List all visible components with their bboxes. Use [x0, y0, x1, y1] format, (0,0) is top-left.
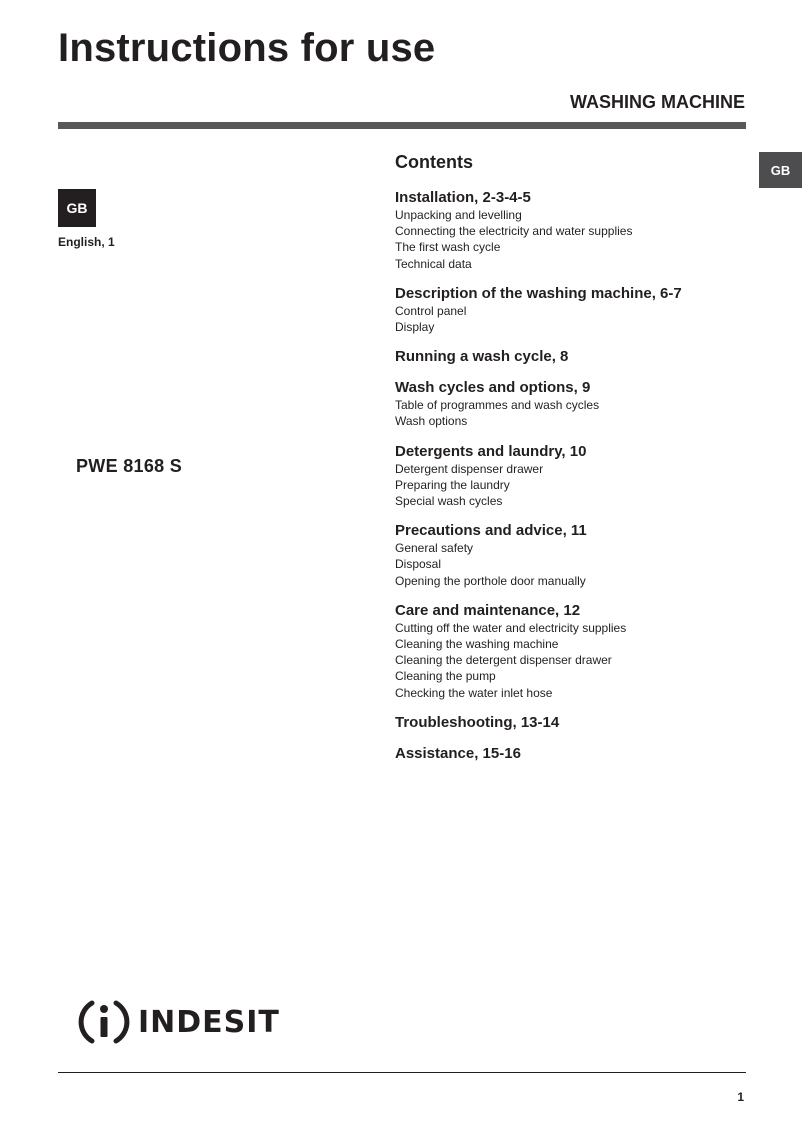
- page-number: 1: [737, 1090, 744, 1104]
- section-item: Unpacking and levelling: [395, 208, 522, 222]
- contents-section: [395, 379, 745, 429]
- section-item: Display: [395, 320, 435, 335]
- section-item: Cutting off the water and electricity supplies: [395, 620, 627, 635]
- brand-logo: [78, 997, 280, 1047]
- section-title: Detergents and laundry, 10: [395, 442, 587, 460]
- section-item: General safety: [395, 541, 474, 556]
- section-title: Wash cycles and options, 9: [395, 379, 591, 397]
- section-item: Technical data: [395, 256, 472, 271]
- section-item: Special wash cycles: [395, 494, 503, 509]
- section-title: Precautions and advice, 11: [395, 522, 587, 540]
- section-items: [395, 207, 745, 272]
- contents-section: [395, 602, 745, 701]
- language-badge: GB: [58, 189, 96, 227]
- section-item: Table of programmes and wash cycles: [395, 398, 600, 413]
- section-items: [395, 303, 745, 335]
- language-index: English, 1: [58, 235, 115, 249]
- indesit-logo-icon: [78, 997, 130, 1047]
- section-title: Installation, 2-3-4-5: [395, 189, 531, 206]
- section-title: Description of the washing machine, 6-7: [395, 284, 682, 302]
- footer-divider: [58, 1072, 746, 1073]
- language-side-tab: GB: [759, 152, 802, 188]
- section-title: Care and maintenance, 12: [395, 601, 581, 619]
- contents-title: Contents: [395, 152, 473, 172]
- section-items: [395, 461, 745, 510]
- section-item: Control panel: [395, 303, 467, 318]
- model-number: PWE 8168 S: [76, 456, 183, 476]
- section-item: Connecting the electricity and water supplies: [395, 224, 633, 239]
- section-item: Detergent dispenser drawer: [395, 461, 544, 476]
- contents-section: [395, 189, 745, 272]
- contents-section: [395, 443, 745, 510]
- section-items: [395, 620, 745, 701]
- section-title: Troubleshooting, 13-14: [395, 713, 560, 731]
- section-item: Cleaning the washing machine: [395, 637, 559, 652]
- section-title: Assistance, 15-16: [395, 744, 521, 762]
- section-items: [395, 397, 745, 429]
- section-item: Preparing the laundry: [395, 477, 510, 492]
- contents-section: [395, 714, 745, 732]
- contents-section: [395, 522, 745, 589]
- contents-section: [395, 348, 745, 366]
- section-title: Running a wash cycle, 8: [395, 348, 569, 366]
- contents-section: [395, 285, 745, 335]
- section-item: Wash options: [395, 414, 468, 429]
- product-type: WASHING MACHINE: [570, 92, 745, 112]
- section-item: Checking the water inlet hose: [395, 685, 553, 700]
- section-item: Opening the porthole door manually: [395, 573, 586, 588]
- contents-section: [395, 745, 745, 763]
- section-item: Cleaning the detergent dispenser drawer: [395, 653, 612, 668]
- page-title: Instructions for use: [58, 26, 436, 70]
- table-of-contents: [395, 150, 745, 776]
- contents-sections: [395, 189, 745, 763]
- brand-logo-text: INDESIT: [138, 1004, 280, 1040]
- header-divider: [58, 122, 746, 129]
- section-item: Cleaning the pump: [395, 669, 496, 684]
- section-item: The first wash cycle: [395, 240, 501, 255]
- section-items: [395, 540, 745, 589]
- section-item: Disposal: [395, 557, 442, 572]
